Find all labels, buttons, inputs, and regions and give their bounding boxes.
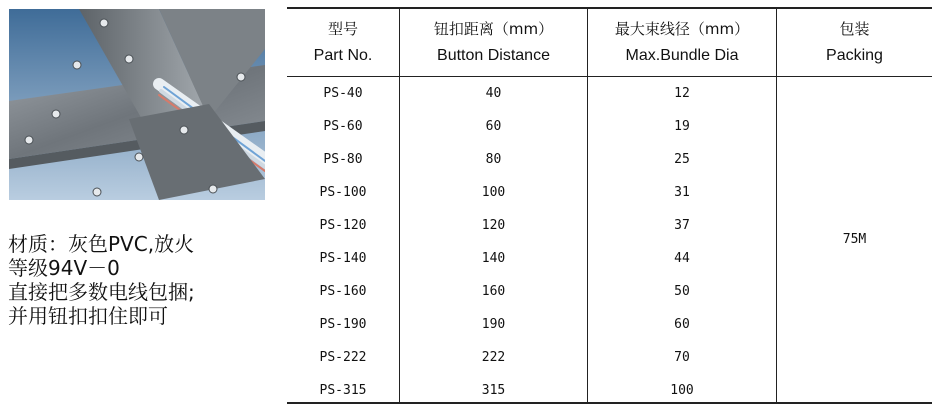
button-distance-cell: 80	[485, 152, 502, 167]
bundle-dia-cell: 12	[674, 86, 690, 101]
header-zh: 型号	[327, 19, 358, 38]
bundle-dia-cell: 60	[674, 317, 690, 332]
description-line: 并用钮扣扣住即可	[8, 304, 168, 328]
bundle-dia-cell: 37	[674, 218, 690, 233]
header-en: Button Distance	[437, 46, 550, 64]
description-line: 材质：灰色PVC,放火	[8, 232, 195, 256]
header-zh: 钮扣距离（mm）	[433, 19, 554, 38]
description-line: 直接把多数电线包捆;	[8, 280, 195, 304]
material-description	[8, 232, 278, 328]
spec-table	[287, 7, 932, 404]
header-en: Max.Bundle Dia	[625, 46, 739, 64]
button-distance-cell: 140	[481, 251, 506, 266]
part-no-cell: PS-60	[323, 119, 363, 134]
header-packing	[777, 9, 932, 76]
header-en: Packing	[826, 46, 883, 64]
button-distance-cell: 40	[485, 86, 502, 101]
part-no-cell: PS-40	[323, 86, 363, 101]
button-distance-cell: 100	[481, 185, 506, 200]
product-photo	[9, 9, 265, 200]
button-distance-cell: 60	[485, 119, 502, 134]
button-distance-cell: 160	[481, 284, 506, 299]
header-part-no	[287, 9, 399, 76]
part-no-cell: PS-190	[319, 317, 367, 332]
description-line: 等级94V－0	[8, 256, 120, 280]
part-no-cell: PS-140	[319, 251, 367, 266]
part-no-cell: PS-315	[319, 383, 367, 398]
bundle-dia-cell: 44	[674, 251, 690, 266]
packing-cell	[777, 77, 932, 402]
bundle-dia-cell: 31	[674, 185, 690, 200]
bundle-dia-cell: 100	[670, 383, 694, 398]
header-zh: 包装	[839, 19, 870, 38]
part-no-cell: PS-160	[319, 284, 367, 299]
header-en: Part No.	[313, 46, 373, 64]
bundle-dia-cell: 70	[674, 350, 690, 365]
bundle-dia-cell: 50	[674, 284, 690, 299]
button-distance-cell: 190	[481, 317, 506, 332]
button-distance-cell: 222	[481, 350, 506, 365]
packing-value: 75M	[842, 232, 867, 247]
part-no-cell: PS-100	[319, 185, 367, 200]
button-distance-cell: 120	[481, 218, 506, 233]
part-no-cell: PS-120	[319, 218, 367, 233]
part-no-cell: PS-222	[319, 350, 367, 365]
header-max-bundle-dia	[588, 9, 776, 76]
part-no-cell: PS-80	[323, 152, 363, 167]
button-distance-cell: 315	[481, 383, 506, 398]
header-button-distance	[400, 9, 587, 76]
bundle-dia-cell: 19	[674, 119, 690, 134]
header-zh: 最大束线径（mm）	[614, 19, 750, 38]
cable-sleeve-illustration	[9, 9, 265, 200]
bundle-dia-cell: 25	[674, 152, 690, 167]
